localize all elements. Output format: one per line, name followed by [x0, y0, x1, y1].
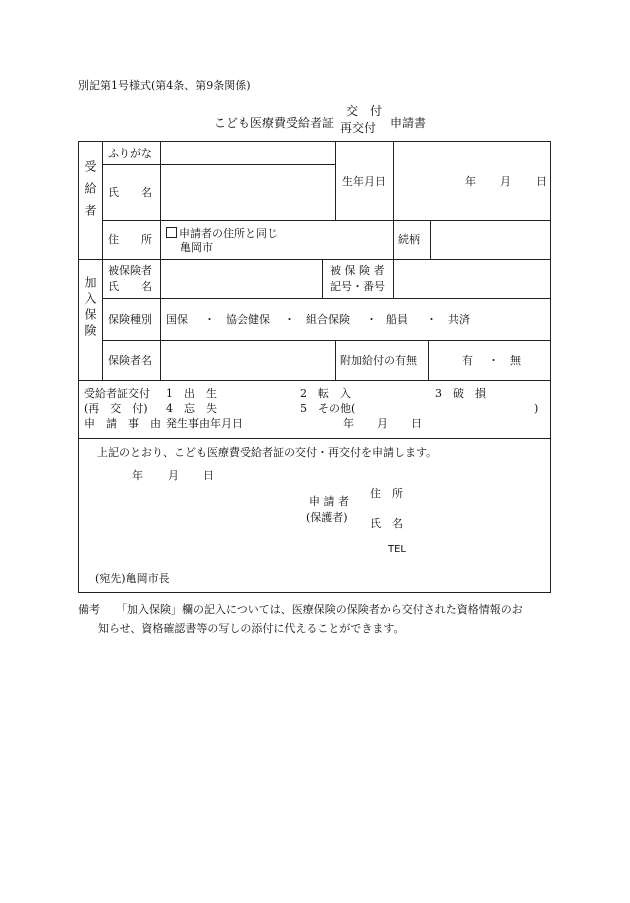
applicant-label-2: (保護者): [306, 511, 348, 524]
separator-dot: ・: [366, 313, 377, 326]
reason-num: 5: [300, 402, 307, 415]
insured-number-field[interactable]: [398, 263, 546, 294]
birth-date-label: 生年月日: [342, 175, 386, 188]
reason-option-birth[interactable]: [166, 388, 217, 399]
reason-label-2: (再 交 付): [84, 402, 148, 415]
insurance-type-kyokai[interactable]: 協会健保: [226, 313, 270, 326]
insured-number-label-2: 記号・番号: [330, 280, 385, 293]
insurance-type-kokuho[interactable]: 国保: [166, 313, 188, 326]
recipient-name-label: 氏 名: [108, 186, 152, 199]
birth-month-label: 月: [500, 175, 511, 188]
reason-text: 忘 失: [184, 402, 217, 415]
insurance-type-senin[interactable]: 船員: [386, 313, 408, 326]
reason-label-3: 申 請 事 由: [84, 417, 161, 430]
relation-field[interactable]: [434, 224, 546, 255]
address-label: 住 所: [108, 233, 152, 246]
address-prefill: 亀岡市: [180, 241, 213, 254]
applicant-tel-label: TEL: [388, 544, 406, 555]
insurance-type-kumiai[interactable]: 組合保険: [306, 313, 350, 326]
same-address-option[interactable]: [166, 227, 278, 239]
reason-option-move-in[interactable]: [300, 388, 351, 399]
insurer-name-label: 保険者名: [108, 354, 152, 367]
furigana-field[interactable]: [166, 146, 330, 160]
relation-label: 続柄: [398, 233, 420, 246]
additional-benefit-label: 附加給付の有無: [340, 354, 417, 367]
separator-dot: ・: [488, 354, 499, 367]
furigana-label: ふりがな: [108, 147, 152, 160]
applicant-label-1: 申 請 者: [309, 495, 349, 508]
insurer-name-field[interactable]: [166, 344, 330, 376]
applicant-address-label: 住 所: [370, 487, 403, 500]
reason-other-close: ): [534, 402, 539, 415]
reason-text: 破 損: [453, 387, 486, 400]
reason-option-other[interactable]: [300, 403, 355, 414]
insured-name-label-1: 被保険者: [108, 264, 152, 277]
occurrence-day-label: 日: [411, 417, 422, 430]
notes-text-1: 「加入保険」欄の記入については、医療保険の保険者から交付された資格情報のお: [116, 603, 523, 616]
reason-text: 出 生: [184, 387, 217, 400]
additional-benefit-yes[interactable]: 有: [462, 354, 473, 367]
additional-benefit-no[interactable]: 無: [510, 354, 521, 367]
separator-dot: ・: [284, 313, 295, 326]
applicant-name-label: 氏 名: [370, 517, 403, 530]
reason-num: 4: [166, 402, 173, 415]
reason-num: 3: [435, 387, 442, 400]
insured-name-label-2: 氏 名: [108, 280, 152, 293]
reason-option-damage[interactable]: [435, 388, 486, 399]
same-address-checkbox[interactable]: [166, 227, 177, 238]
separator-dot: ・: [426, 313, 437, 326]
form-title-reissue: 再交付: [340, 121, 377, 135]
declaration-month-label: 月: [168, 469, 179, 482]
separator-dot: ・: [204, 313, 215, 326]
insurance-type-label: 保険種別: [108, 313, 152, 326]
reason-text: その他(: [318, 402, 356, 415]
reason-option-lost[interactable]: [166, 403, 217, 414]
declaration-day-label: 日: [203, 469, 214, 482]
same-address-label: 申請者の住所と同じ: [179, 227, 278, 240]
declaration-statement: 上記のとおり、こども医療費受給者証の交付・再交付を申請します。: [97, 446, 438, 459]
form-title-issue: 交 付: [346, 104, 383, 118]
notes-text-2: 知らせ、資格確認書等の写しの添付に代えることができます。: [98, 622, 405, 635]
insurance-section-label: 加入保険: [83, 276, 97, 340]
birth-day-label: 日: [536, 175, 547, 188]
form-title: こども医療費受給者証: [214, 116, 335, 130]
recipient-section-label: 受給者: [83, 160, 97, 226]
insurance-type-kyosai[interactable]: 共済: [448, 313, 470, 326]
occurrence-month-label: 月: [377, 417, 388, 430]
addressee: (宛先)亀岡市長: [95, 572, 170, 585]
insured-name-field[interactable]: [166, 263, 317, 294]
notes-label: 備考: [78, 603, 100, 616]
declaration-year-label: 年: [132, 469, 143, 482]
insured-number-label-1: 被 保 険 者: [330, 264, 385, 277]
occurrence-year-label: 年: [343, 417, 354, 430]
reason-num: 1: [166, 387, 173, 400]
occurrence-date-label: 発生事由年月日: [166, 417, 243, 430]
recipient-name-field[interactable]: [166, 170, 330, 214]
birth-year-label: 年: [465, 175, 476, 188]
reason-label-1: 受給者証交付: [84, 387, 150, 400]
form-reference: 別記第1号様式(第4条、第9条関係): [78, 79, 251, 92]
reason-num: 2: [300, 387, 307, 400]
form-title-suffix: 申請書: [390, 116, 427, 130]
reason-text: 転 入: [318, 387, 351, 400]
